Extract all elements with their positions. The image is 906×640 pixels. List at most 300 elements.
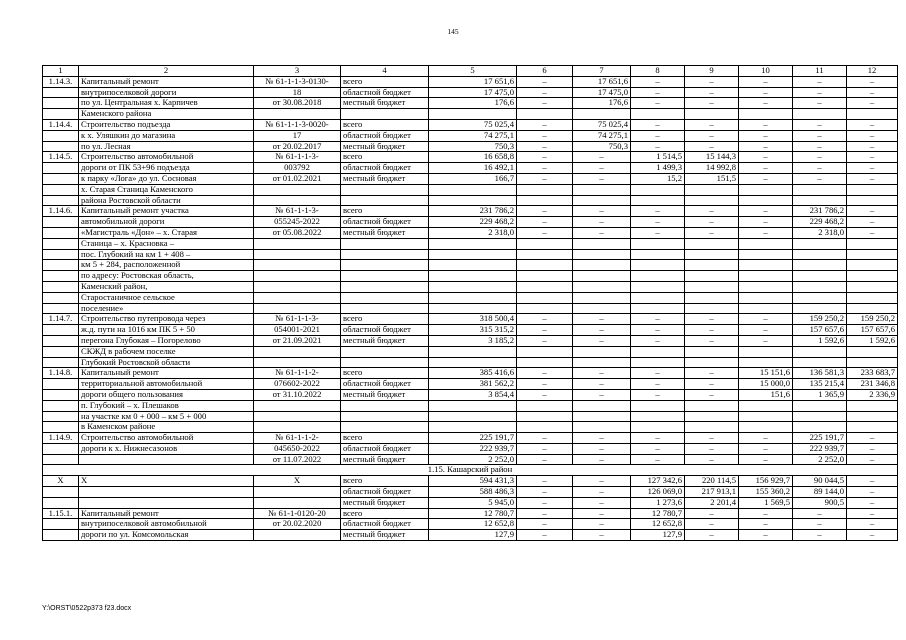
- table-cell: [517, 109, 573, 120]
- table-cell: 74 275,1: [573, 130, 631, 141]
- table-cell: [341, 281, 429, 292]
- column-header: 7: [573, 66, 631, 77]
- table-cell: –: [685, 227, 739, 238]
- table-cell: от 20.02.2017: [254, 141, 341, 152]
- table-row: [43, 497, 898, 508]
- table-cell: [341, 400, 429, 411]
- table-cell: [517, 249, 573, 260]
- table-cell: –: [793, 173, 847, 184]
- table-cell: 16 492,1: [429, 163, 517, 174]
- table-cell: –: [631, 141, 685, 152]
- table-cell: [79, 454, 254, 465]
- column-header: 8: [631, 66, 685, 77]
- table-cell: [429, 292, 517, 303]
- table-cell: 222 939,7: [793, 443, 847, 454]
- table-cell: местный бюджет: [341, 98, 429, 109]
- table-cell: [517, 238, 573, 249]
- table-cell: 127,9: [429, 530, 517, 541]
- table-cell: –: [739, 163, 793, 174]
- column-header: 11: [793, 66, 847, 77]
- table-cell: [43, 87, 79, 98]
- table-cell: [573, 195, 631, 206]
- table-cell: к х. Уляшкин до магазина: [79, 130, 254, 141]
- table-cell: –: [517, 98, 573, 109]
- table-cell: –: [685, 217, 739, 228]
- table-row: [43, 227, 898, 238]
- table-cell: [254, 303, 341, 314]
- table-cell: дороги по ул. Комсомольская: [79, 530, 254, 541]
- table-row: [43, 76, 898, 87]
- table-cell: [573, 411, 631, 422]
- table-row: [43, 206, 898, 217]
- table-cell: 233 683,7: [847, 368, 898, 379]
- table-cell: –: [739, 314, 793, 325]
- table-cell: [739, 238, 793, 249]
- table-cell: [793, 260, 847, 271]
- table-cell: 157 657,6: [793, 325, 847, 336]
- table-cell: [429, 238, 517, 249]
- table-cell: 151,6: [739, 389, 793, 400]
- table-cell: местный бюджет: [341, 389, 429, 400]
- table-cell: [793, 346, 847, 357]
- table-cell: [43, 497, 79, 508]
- table-cell: 90 044,5: [793, 476, 847, 487]
- table-cell: [573, 184, 631, 195]
- table-cell: [631, 249, 685, 260]
- table-cell: –: [685, 389, 739, 400]
- table-cell: –: [739, 454, 793, 465]
- table-cell: п. Глубокий – х. Плешаков: [79, 400, 254, 411]
- table-cell: [341, 357, 429, 368]
- table-cell: [793, 411, 847, 422]
- table-row: [43, 325, 898, 336]
- table-cell: –: [573, 325, 631, 336]
- table-cell: 588 486,3: [429, 487, 517, 498]
- table-cell: [43, 292, 79, 303]
- table-cell: [43, 260, 79, 271]
- table-cell: –: [793, 119, 847, 130]
- table-cell: 315 315,2: [429, 325, 517, 336]
- table-cell: 750,3: [429, 141, 517, 152]
- table-cell: [254, 411, 341, 422]
- table-cell: всего: [341, 152, 429, 163]
- table-cell: областной бюджет: [341, 163, 429, 174]
- table-cell: [573, 422, 631, 433]
- table-cell: –: [847, 476, 898, 487]
- table-cell: областной бюджет: [341, 325, 429, 336]
- table-cell: –: [847, 487, 898, 498]
- table-cell: [517, 411, 573, 422]
- table-cell: 151,5: [685, 173, 739, 184]
- table-cell: Х: [79, 476, 254, 487]
- table-row: [43, 433, 898, 444]
- table-cell: местный бюджет: [341, 530, 429, 541]
- table-cell: –: [517, 476, 573, 487]
- table-cell: –: [517, 325, 573, 336]
- table-cell: по адресу: Ростовская область,: [79, 271, 254, 282]
- table-cell: [573, 238, 631, 249]
- table-cell: [847, 357, 898, 368]
- table-cell: 385 416,6: [429, 368, 517, 379]
- table-cell: областной бюджет: [341, 217, 429, 228]
- table-cell: –: [685, 368, 739, 379]
- table-cell: [793, 357, 847, 368]
- table-cell: [254, 346, 341, 357]
- table-cell: –: [517, 130, 573, 141]
- table-cell: –: [739, 530, 793, 541]
- table-row: [43, 217, 898, 228]
- table-cell: –: [685, 530, 739, 541]
- table-cell: –: [573, 227, 631, 238]
- table-row: [43, 249, 898, 260]
- table-cell: 2 336,9: [847, 389, 898, 400]
- table-cell: 1.14.6.: [43, 206, 79, 217]
- table-cell: Х: [43, 476, 79, 487]
- table-cell: от 11.07.2022: [254, 454, 341, 465]
- table-row: [43, 519, 898, 530]
- table-cell: внутрипоселковой дороги: [79, 87, 254, 98]
- table-cell: –: [631, 454, 685, 465]
- table-cell: [739, 303, 793, 314]
- table-cell: 157 657,6: [847, 325, 898, 336]
- table-cell: всего: [341, 76, 429, 87]
- table-cell: 3 185,2: [429, 335, 517, 346]
- table-cell: [847, 109, 898, 120]
- table-cell: [254, 238, 341, 249]
- table-cell: [43, 325, 79, 336]
- table-cell: 220 114,5: [685, 476, 739, 487]
- table-cell: –: [631, 98, 685, 109]
- table-cell: областной бюджет: [341, 87, 429, 98]
- table-cell: [793, 422, 847, 433]
- section-row: [43, 465, 898, 476]
- table-cell: [43, 389, 79, 400]
- table-cell: –: [517, 379, 573, 390]
- table-row: [43, 271, 898, 282]
- table-cell: ж.д. пути на 1016 км ПК 5 + 50: [79, 325, 254, 336]
- table-cell: –: [631, 217, 685, 228]
- table-cell: [429, 400, 517, 411]
- table-cell: [43, 487, 79, 498]
- table-cell: –: [685, 130, 739, 141]
- table-cell: –: [685, 325, 739, 336]
- table-cell: [739, 292, 793, 303]
- table-cell: [793, 281, 847, 292]
- table-cell: [517, 292, 573, 303]
- table-cell: –: [517, 433, 573, 444]
- table-cell: –: [517, 508, 573, 519]
- table-cell: всего: [341, 476, 429, 487]
- table-cell: всего: [341, 119, 429, 130]
- column-header: 3: [254, 66, 341, 77]
- table-cell: 076602-2022: [254, 379, 341, 390]
- table-cell: [573, 249, 631, 260]
- table-cell: –: [573, 206, 631, 217]
- table-row: [43, 152, 898, 163]
- table-cell: 1 592,6: [847, 335, 898, 346]
- table-cell: –: [739, 141, 793, 152]
- table-cell: [43, 173, 79, 184]
- table-cell: 231 786,2: [793, 206, 847, 217]
- table-row: [43, 476, 898, 487]
- table-cell: –: [685, 141, 739, 152]
- table-cell: –: [847, 98, 898, 109]
- table-cell: –: [631, 130, 685, 141]
- table-cell: 89 144,0: [793, 487, 847, 498]
- table-cell: –: [739, 173, 793, 184]
- table-cell: 17: [254, 130, 341, 141]
- column-header: 10: [739, 66, 793, 77]
- table-cell: –: [793, 508, 847, 519]
- table-cell: 1.14.4.: [43, 119, 79, 130]
- table-cell: [847, 411, 898, 422]
- table-cell: Капитальный ремонт: [79, 76, 254, 87]
- table-cell: [631, 238, 685, 249]
- table-cell: [429, 357, 517, 368]
- table-cell: Х: [254, 476, 341, 487]
- table-cell: –: [739, 152, 793, 163]
- table-cell: –: [847, 227, 898, 238]
- table-cell: –: [517, 530, 573, 541]
- table-cell: дороги от ПК 53+96 подъезда: [79, 163, 254, 174]
- table-cell: [847, 292, 898, 303]
- table-cell: [43, 411, 79, 422]
- table-cell: –: [847, 497, 898, 508]
- table-cell: –: [685, 87, 739, 98]
- table-cell: [43, 130, 79, 141]
- table-cell: –: [631, 119, 685, 130]
- table-cell: –: [517, 497, 573, 508]
- table-cell: всего: [341, 368, 429, 379]
- table-cell: [631, 195, 685, 206]
- table-cell: [254, 400, 341, 411]
- table-cell: [685, 346, 739, 357]
- table-cell: [685, 271, 739, 282]
- table-cell: [341, 109, 429, 120]
- table-cell: 1.15.1.: [43, 508, 79, 519]
- column-header: 2: [79, 66, 254, 77]
- table-cell: –: [631, 87, 685, 98]
- table-cell: [517, 195, 573, 206]
- table-cell: [793, 238, 847, 249]
- table-cell: [685, 238, 739, 249]
- table-cell: 2 252,0: [429, 454, 517, 465]
- table-cell: [793, 292, 847, 303]
- table-cell: от 21.09.2021: [254, 335, 341, 346]
- table-cell: –: [847, 87, 898, 98]
- table-cell: 055245-2022: [254, 217, 341, 228]
- table-cell: –: [631, 314, 685, 325]
- table-cell: 054001-2021: [254, 325, 341, 336]
- table-cell: [631, 411, 685, 422]
- table-cell: Капитальный ремонт участка: [79, 206, 254, 217]
- table-cell: –: [573, 497, 631, 508]
- table-cell: –: [847, 508, 898, 519]
- table-cell: [43, 346, 79, 357]
- table-cell: Строительство путепровода через: [79, 314, 254, 325]
- table-cell: –: [631, 433, 685, 444]
- table-cell: [254, 260, 341, 271]
- table-cell: [631, 281, 685, 292]
- table-cell: –: [847, 519, 898, 530]
- table-cell: № 61-1-1-3-0020-: [254, 119, 341, 130]
- table-row: [43, 422, 898, 433]
- table-row: [43, 163, 898, 174]
- table-cell: 155 360,2: [739, 487, 793, 498]
- table-cell: [43, 335, 79, 346]
- header-row: [43, 66, 898, 77]
- table-cell: –: [517, 206, 573, 217]
- table-cell: –: [847, 130, 898, 141]
- table-cell: –: [793, 530, 847, 541]
- table-cell: [43, 454, 79, 465]
- table-cell: –: [517, 119, 573, 130]
- table-row: [43, 454, 898, 465]
- table-cell: Глубокий Ростовской области: [79, 357, 254, 368]
- table-cell: от 31.10.2022: [254, 389, 341, 400]
- table-cell: [847, 271, 898, 282]
- table-cell: –: [517, 314, 573, 325]
- table-cell: [573, 260, 631, 271]
- table-cell: [631, 260, 685, 271]
- file-path-footer: Y:\ORST\0522p373 f23.docx: [42, 605, 132, 612]
- table-cell: –: [739, 217, 793, 228]
- table-cell: [793, 184, 847, 195]
- page-number: 145: [447, 27, 459, 36]
- table-cell: –: [847, 141, 898, 152]
- table-row: [43, 119, 898, 130]
- table-cell: –: [793, 87, 847, 98]
- table-cell: [43, 379, 79, 390]
- table-cell: [341, 249, 429, 260]
- table-cell: Строительство автомобильной: [79, 152, 254, 163]
- table-cell: 15 151,6: [739, 368, 793, 379]
- table-cell: –: [573, 530, 631, 541]
- table-cell: областной бюджет: [341, 487, 429, 498]
- table-cell: Старостаничное сельское: [79, 292, 254, 303]
- table-cell: 15,2: [631, 173, 685, 184]
- table-cell: [573, 303, 631, 314]
- table-cell: 12 780,7: [429, 508, 517, 519]
- table-cell: [79, 487, 254, 498]
- table-cell: [517, 357, 573, 368]
- table-cell: –: [631, 379, 685, 390]
- table-cell: [685, 357, 739, 368]
- table-cell: [254, 109, 341, 120]
- table-row: [43, 400, 898, 411]
- table-cell: 166,7: [429, 173, 517, 184]
- table-cell: 217 913,1: [685, 487, 739, 498]
- table-row: [43, 195, 898, 206]
- table-cell: –: [573, 389, 631, 400]
- table-cell: [43, 98, 79, 109]
- table-cell: № 61-1-1-2-: [254, 433, 341, 444]
- table-cell: –: [573, 487, 631, 498]
- table-cell: Каменский район,: [79, 281, 254, 292]
- table-cell: [43, 195, 79, 206]
- table-cell: № 61-1-1-3-0130-: [254, 76, 341, 87]
- table-cell: –: [517, 443, 573, 454]
- table-cell: [573, 357, 631, 368]
- table-cell: [43, 357, 79, 368]
- table-row: [43, 98, 898, 109]
- column-header: 5: [429, 66, 517, 77]
- table-cell: [341, 260, 429, 271]
- table-cell: –: [739, 130, 793, 141]
- table-cell: –: [573, 173, 631, 184]
- table-cell: [429, 422, 517, 433]
- table-cell: 156 929,7: [739, 476, 793, 487]
- table-cell: –: [573, 163, 631, 174]
- table-cell: [43, 271, 79, 282]
- table-cell: –: [573, 335, 631, 346]
- table-cell: 15 000,0: [739, 379, 793, 390]
- table-cell: 3 854,4: [429, 389, 517, 400]
- table-cell: [793, 109, 847, 120]
- table-row: [43, 379, 898, 390]
- table-cell: [739, 281, 793, 292]
- table-cell: –: [685, 443, 739, 454]
- table-cell: [429, 184, 517, 195]
- table-cell: [573, 292, 631, 303]
- table-cell: 16 658,8: [429, 152, 517, 163]
- table-cell: [341, 422, 429, 433]
- table-cell: 14 992,8: [685, 163, 739, 174]
- table-cell: [79, 497, 254, 508]
- table-cell: перегона Глубокая – Погорелово: [79, 335, 254, 346]
- table-cell: [631, 292, 685, 303]
- table-cell: 75 025,4: [573, 119, 631, 130]
- table-cell: [517, 400, 573, 411]
- table-cell: [341, 271, 429, 282]
- table-cell: 1.14.8.: [43, 368, 79, 379]
- table-cell: [43, 184, 79, 195]
- table-cell: [685, 184, 739, 195]
- table-cell: –: [685, 76, 739, 87]
- table-cell: 12 780,7: [631, 508, 685, 519]
- table-cell: 15 144,3: [685, 152, 739, 163]
- table-cell: 318 500,4: [429, 314, 517, 325]
- table-row: [43, 292, 898, 303]
- table-cell: [43, 217, 79, 228]
- table-cell: [43, 249, 79, 260]
- table-cell: [517, 271, 573, 282]
- table-cell: –: [631, 389, 685, 400]
- table-cell: местный бюджет: [341, 454, 429, 465]
- table-cell: 231 786,2: [429, 206, 517, 217]
- table-cell: –: [739, 227, 793, 238]
- table-cell: –: [685, 98, 739, 109]
- table-cell: в Каменском районе: [79, 422, 254, 433]
- table-cell: [847, 249, 898, 260]
- table-cell: «Магистраль «Дон» – х. Старая: [79, 227, 254, 238]
- column-header: 9: [685, 66, 739, 77]
- table-cell: Каменского района: [79, 109, 254, 120]
- table-cell: [429, 346, 517, 357]
- table-cell: СКЖД в рабочем поселке: [79, 346, 254, 357]
- table-cell: № 61-1-1-3-: [254, 152, 341, 163]
- table-cell: [685, 260, 739, 271]
- table-cell: 17 475,0: [429, 87, 517, 98]
- table-cell: [254, 249, 341, 260]
- table-cell: 75 025,4: [429, 119, 517, 130]
- table-cell: [685, 422, 739, 433]
- table-cell: [517, 346, 573, 357]
- table-cell: –: [517, 87, 573, 98]
- table-cell: № 61-1-1-3-: [254, 314, 341, 325]
- table-cell: 1.14.3.: [43, 76, 79, 87]
- table-cell: –: [685, 379, 739, 390]
